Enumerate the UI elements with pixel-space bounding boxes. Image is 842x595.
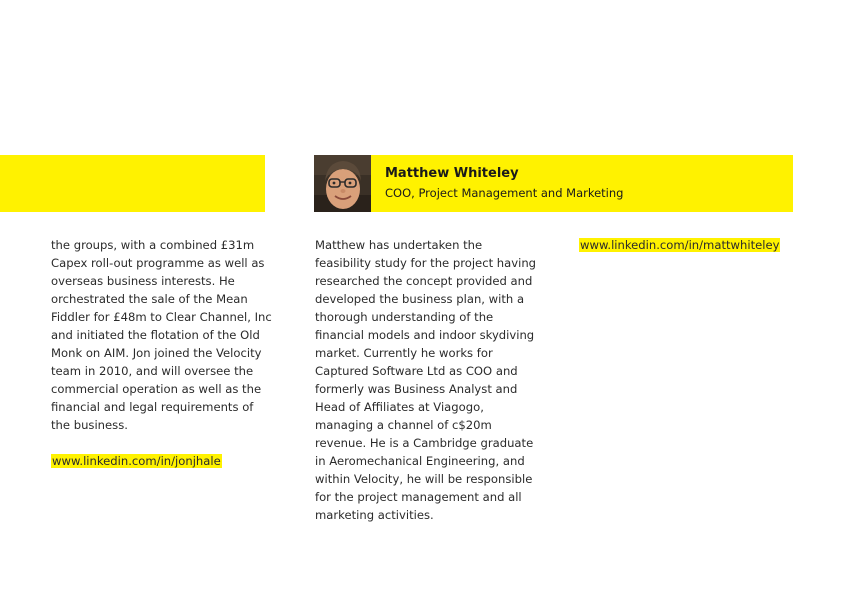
text-line: market. Currently he works for	[315, 346, 493, 360]
text-line: financial and legal requirements of	[51, 400, 254, 414]
text-line: for the project management and all	[315, 490, 522, 504]
text-line: in Aeromechanical Engineering, and	[315, 454, 525, 468]
text-line: Capex roll-out programme as well as	[51, 256, 265, 270]
text-line: Fiddler for £48m to Clear Channel, Inc	[51, 310, 272, 324]
text-line: formerly was Business Analyst and	[315, 382, 518, 396]
text-line: financial models and indoor skydiving	[315, 328, 535, 342]
text-line: researched the concept provided and	[315, 274, 533, 288]
person-role: COO, Project Management and Marketing	[385, 186, 624, 200]
left-linkedin-link[interactable]: www.linkedin.com/in/jonjhale	[52, 454, 221, 468]
person-name: Matthew Whiteley	[385, 166, 519, 181]
profile-photo	[314, 155, 371, 212]
left-header-band	[0, 155, 265, 212]
profile-bio-text	[315, 236, 540, 524]
text-line: marketing activities.	[315, 508, 434, 522]
text-line: and initiated the flotation of the Old	[51, 328, 260, 342]
text-line: overseas business interests. He	[51, 274, 235, 288]
left-linkedin-link-wrap	[51, 452, 222, 470]
text-line: thorough understanding of the	[315, 310, 494, 324]
text-line: the groups, with a combined £31m	[51, 238, 255, 252]
text-line: revenue. He is a Cambridge graduate	[315, 436, 534, 450]
profile-linkedin-link[interactable]: www.linkedin.com/in/mattwhiteley	[580, 238, 780, 252]
text-line: developed the business plan, with a	[315, 292, 525, 306]
text-line: Head of Affiliates at Viagogo,	[315, 400, 484, 414]
text-line: commercial operation as well as the	[51, 382, 262, 396]
text-line: Matthew has undertaken the	[315, 238, 483, 252]
text-line: team in 2010, and will oversee the	[51, 364, 254, 378]
text-line: feasibility study for the project having	[315, 256, 537, 270]
profile-header-band	[314, 155, 793, 212]
text-line: Captured Software Ltd as COO and	[315, 364, 518, 378]
text-line: Monk on AIM. Jon joined the Velocity	[51, 346, 262, 360]
text-line: managing a channel of c$20m	[315, 418, 492, 432]
profile-linkedin-link-wrap	[579, 236, 780, 254]
left-bio-text	[51, 236, 271, 434]
text-line: within Velocity, he will be responsible	[315, 472, 533, 486]
text-line: orchestrated the sale of the Mean	[51, 292, 248, 306]
text-line: the business.	[51, 418, 128, 432]
